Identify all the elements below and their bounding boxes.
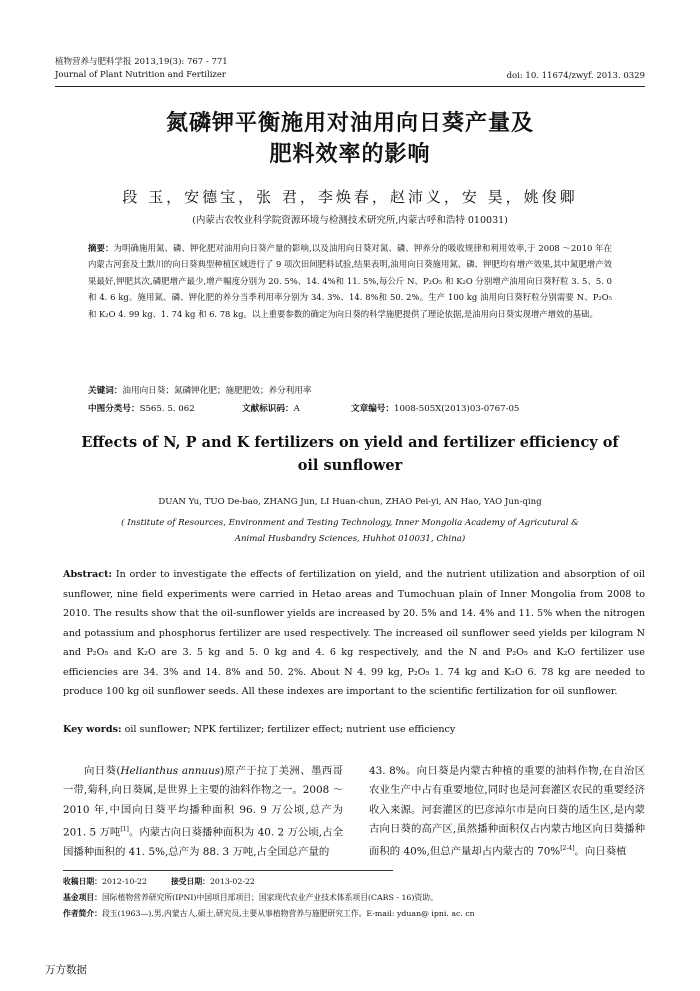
- title-en: [80, 431, 620, 477]
- title-cn-line2: 肥料效率的影响: [269, 141, 431, 167]
- header-rule: [55, 86, 645, 87]
- body-left-pre: 向日葵(: [84, 765, 121, 777]
- accepted-date: 2013-02-22: [209, 877, 255, 886]
- citation-ref-1: [1]: [120, 825, 129, 833]
- keywords-en-label: Key words:: [63, 724, 122, 735]
- keywords-cn-label: 关键词：: [88, 386, 123, 396]
- body-column-left: [63, 762, 343, 862]
- keywords-cn-text: 油用向日葵；氮磷钾化肥；施肥肥效；养分利用率: [122, 386, 312, 396]
- fund-label: 基金项目：: [63, 893, 102, 902]
- citation-ref-2-4: [2-4]: [560, 845, 575, 853]
- doc-code-value: A: [293, 404, 300, 414]
- journal-name-cn: 植物营养与肥料学报 2013,19(3): 767 - 771: [55, 57, 228, 67]
- doi: doi: 10. 11674/zwyf. 2013. 0329: [506, 71, 645, 81]
- footnotes: [63, 874, 645, 922]
- received-label: 收稿日期：: [63, 877, 102, 886]
- body-right-text-2: 。向日葵植: [574, 845, 627, 858]
- clc-label: 中图分类号：: [88, 404, 140, 414]
- species-name: Helianthus annuus: [120, 765, 221, 777]
- journal-name-en: Journal of Plant Nutrition and Fertilizer: [55, 70, 226, 80]
- doc-code-label: 文献标识码：: [242, 404, 294, 414]
- affiliation-en: ( Institute of Resources, Environment and Testing Technology, Inner Mongolia Academy of Agricutural & Animal Husbandry Sciences, Huhhot 010031, China): [121, 518, 579, 544]
- abstract-cn-text: 为明确施用氮、磷、钾化肥对油用向日葵产量的影响,以及油用向日葵对氮、磷、钾养分的吸收规律和利用效率,于 2008 ～2010 年在内蒙古河套及土默川的向日葵典型种植区域进行了 9 项次田间肥料试验,结果表明,油用向日葵施用氮、磷、钾肥均有增产效果,其中氮肥增产效果最好,钾肥其次,磷肥增产最少,增产幅度分别为 20. 5%、14. 4%和 11. 5%,每公斤 N、P₂O₅ 和 K₂O 分别增产油用向日葵籽粒 3. 5、5. 0 和 4. 6 kg。施用氮、磷、钾化肥的养分当季利用率分别为 34. 3%、14. 8%和 50. 2%。生产 100 kg 油用向日葵籽粒分别需要 N、P₂O₅ 和 K₂O 4. 99 kg、1. 74 kg 和 6. 78 kg。以上重要参数的确定为向日葵的科学施肥提供了理论依据,是油用向日葵实现增产增效的基础。: [88, 243, 613, 319]
- article-number-value: 1008-505X(2013)03-0767-05: [393, 404, 520, 414]
- keywords-cn: [88, 384, 612, 396]
- abstract-cn: [88, 240, 612, 322]
- affiliation-cn: (内蒙古农牧业科学院资源环境与检测技术研究所,内蒙古呼和浩特 010031): [192, 215, 508, 226]
- abstract-en: [63, 565, 645, 702]
- title-cn-line1: 氮磷钾平衡施用对油用向日葵产量及: [165, 110, 534, 136]
- watermark: 万方数据: [45, 964, 87, 976]
- fund-text: 国际植物营养研究所(IPNI)中国项目部项目；国家现代农业产业技术体系项目(CARS - 16)资助。: [101, 893, 438, 902]
- footnote-rule: [63, 870, 393, 871]
- footnote-dates: [63, 874, 645, 890]
- abstract-en-label: Abstract:: [63, 569, 113, 580]
- author-bio-label: 作者简介：: [63, 909, 102, 918]
- authors-cn: 段 玉，安德宝，张 君，李焕春，赵沛义，安 昊，姚俊卿: [122, 188, 578, 206]
- title-cn: [60, 108, 640, 170]
- title-en-line1: Effects of N, P and K fertilizers on yield and fertilizer efficiency of: [81, 434, 619, 451]
- received-date: 2012-10-22: [101, 877, 147, 886]
- keywords-en-text: oil sunflower; NPK fertilizer; fertilizer effect; nutrient use efficiency: [124, 724, 456, 735]
- footnote-fund: [63, 890, 645, 906]
- authors-en: DUAN Yu, TUO De-bao, ZHANG Jun, LI Huan-chun, ZHAO Pei-yi, AN Hao, YAO Jun-qing: [158, 497, 542, 507]
- author-bio-text: 段玉(1963—),男,内蒙古人,硕士,研究员,主要从事植物营养与施肥研究工作。E-mail: yduan@ ipni. ac. cn: [101, 909, 475, 918]
- article-number-label: 文章编号：: [351, 404, 394, 414]
- body-right-text: 43. 8%。向日葵是内蒙古种植的重要的油料作物,在自治区农业生产中占有重要地位,同时也是河套灌区农民的重要经济收入来源。河套灌区的巴彦淖尔市是向日葵的适生区,是内蒙古向日葵的高产区,虽然播种面积仅占内蒙古地区向日葵播种面积的 40%,但总产量却占内蒙古的 70%: [369, 765, 645, 858]
- accepted-label: 接受日期：: [170, 877, 210, 886]
- body-left-text: )原产于拉丁美洲、墨西哥一带,菊科,向日葵属,是世界上主要的油料作物之一。2008 ～2010 年,中国向日葵平均播种面积 96. 9 万公顷,总产为 201. 5 万吨: [63, 765, 344, 839]
- title-en-line2: oil sunflower: [297, 457, 403, 474]
- classification-row: [88, 402, 612, 416]
- abstract-en-text: In order to investigate the effects of fertilization on yield, and the nutrient utilization and absorption of oil sunflower, nine field experiments were carried in Hetao areas and Tumochuan plain of Inner Mongolia from 2008 to 2010. The results show that the oil-sunflower yields are increased by 20. 5% and 14. 4% and 11. 5% when the nitrogen and potassium and phosphorus fertilizer are used respectively. The increased oil sunflower seed yields per kilogram N and P₂O₅ and K₂O are 3. 5 kg and 5. 0 kg and 4. 6 kg respectively, and the N and P₂O₅ and K₂O fertilizer use efficiencies are 34. 3% and 14. 8% and 50. 2%. About N 4. 99 kg, P₂O₅ 1. 74 kg and K₂O 6. 78 kg are needed to produce 100 kg oil sunflower seeds. All these indexes are important to the scientific fertilization for oil sunflower.: [63, 569, 645, 697]
- keywords-en: [63, 724, 645, 735]
- body-left-text-2: 。内蒙古向日葵播种面积为 40. 2 万公顷,占全国播种面积的 41. 5%,总产为 88. 3 万吨,占全国总产量的: [63, 826, 343, 858]
- clc-value: S565. 5. 062: [139, 404, 195, 414]
- footnote-author: [63, 906, 645, 922]
- body-column-right: [369, 762, 645, 862]
- abstract-cn-label: 摘要：: [88, 243, 114, 253]
- journal-header: [55, 56, 228, 82]
